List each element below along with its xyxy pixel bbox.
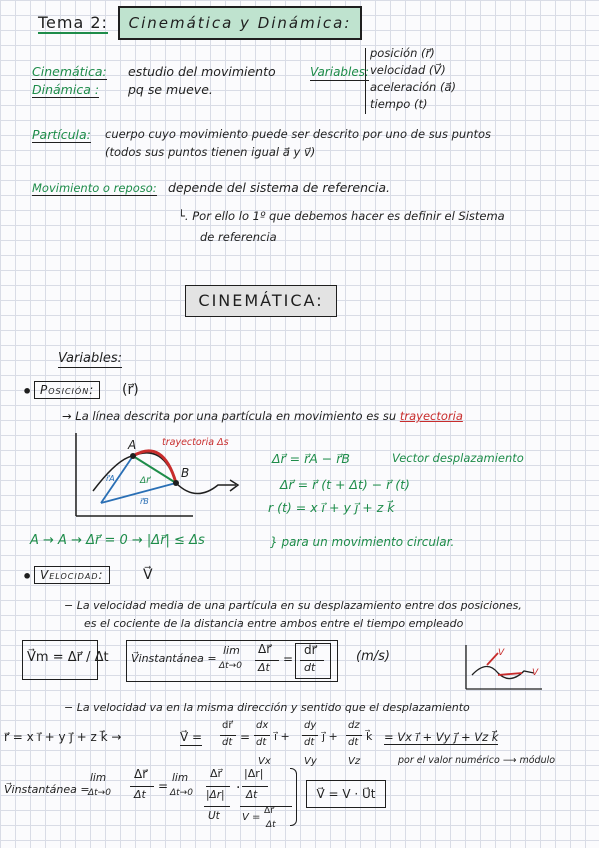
dinamica-term: Dinámica : — [32, 82, 100, 97]
label-B: B — [181, 466, 190, 480]
bullet: • — [22, 567, 33, 586]
velocity-label: V — [532, 668, 539, 678]
frac-den: dt — [348, 737, 359, 748]
tema-label: Tema 2: — [38, 14, 108, 34]
frac-bar — [254, 735, 270, 736]
point-B — [173, 480, 179, 486]
trajectory-diagram — [68, 433, 258, 525]
v-label: V — [242, 812, 249, 823]
frac-num: |Δr| — [244, 767, 264, 780]
abs-dr: |Δr| — [206, 789, 225, 801]
vz-label: Vz — [348, 756, 361, 767]
frac-den: Δt — [134, 788, 146, 801]
equals-sign: = — [283, 652, 294, 666]
particula-term: Partícula: — [32, 127, 91, 142]
vx-label: Vx — [258, 756, 271, 767]
bullet: • — [22, 382, 33, 401]
variables-heading: Variables: — [58, 351, 122, 366]
position-expression: r⃗ = x i⃗ + y j⃗ + z k⃗ → — [4, 730, 122, 744]
equals-sign: = — [158, 779, 169, 793]
velocity-mini-diagram — [462, 645, 546, 693]
units: (m/s) — [356, 649, 390, 664]
frac-bar — [302, 735, 318, 736]
frac-bar — [346, 735, 362, 736]
posicion-description: → La línea descrita por una partícula en movimiento es su trayectoria — [62, 409, 463, 423]
variables-term: Variables: — [310, 65, 370, 79]
velocity-vector — [487, 653, 498, 665]
frac-num: Δr⃗ — [258, 642, 272, 656]
posicion-label: Posición: — [34, 381, 100, 399]
lim-word: lim — [90, 772, 107, 784]
components-note: por el valor numérico ⟶ módulo — [398, 755, 556, 766]
frac-den: dt — [304, 661, 316, 674]
frac-den: Δt — [246, 789, 258, 801]
vinst-label-2: V⃗instantánea = — [4, 783, 90, 796]
vinst-formula-box — [126, 640, 338, 682]
movimiento-note-2: de referencia — [200, 230, 277, 244]
cinematica-definition: estudio del movimiento — [128, 64, 276, 79]
frac-den: dt — [304, 737, 315, 748]
movimiento-note: └. Por ello lo 1º que debemos hacer es definir el Sistema — [178, 209, 505, 223]
velocity-components: = Vx i⃗ + Vy j⃗ + Vz k⃗ — [384, 730, 499, 744]
vy-label: Vy — [304, 756, 317, 767]
vm-formula: V⃗m = Δr⃗ / Δt — [27, 650, 109, 665]
frac-num: dr⃗ — [222, 720, 233, 731]
vm-formula-box — [22, 640, 109, 680]
particula-definition: cuerpo cuyo movimiento puede ser descrito por uno de sus puntos — [105, 127, 492, 141]
final-formula-box: V⃗ = V · U⃗t — [306, 780, 386, 808]
frac-num: Δr⃗ — [210, 767, 223, 780]
limit-note: } para un movimiento circular. — [270, 535, 455, 549]
frac-num: Δr⃗ — [264, 806, 274, 816]
equals-sign: = — [240, 730, 251, 744]
velocity-vector — [498, 673, 522, 675]
frac-bar — [206, 786, 230, 787]
variable-item: tiempo (t) — [370, 97, 428, 111]
velocity-symbol: V⃗ = — [180, 730, 203, 744]
lim-word: lim — [223, 644, 240, 657]
limit-equation: A → A → Δr⃗ = 0 → |Δr⃗| ≤ Δs — [30, 533, 205, 548]
variable-item: aceleración (a⃗) — [370, 80, 457, 94]
particula-definition-2: (todos sus puntos tienen igual a⃗ y v⃗) — [105, 145, 316, 159]
velocidad-direccion-text: − La velocidad va en la misma dirección y sentido que el desplazamiento — [64, 701, 470, 714]
page-title: Cinemática y Dinámica: — [118, 6, 362, 40]
underline — [204, 806, 230, 807]
frac-den: dt — [256, 737, 267, 748]
point-A — [130, 453, 136, 459]
frac-den: Δt — [258, 661, 270, 674]
right-brace — [290, 768, 297, 826]
derivative-box — [295, 643, 331, 679]
lim-sub: Δt→0 — [219, 661, 242, 671]
unit-i: i⃗ + — [274, 730, 290, 743]
frac-num: Δr⃗ — [134, 767, 148, 781]
lim-sub: Δt→0 — [88, 788, 111, 798]
ut-label: Ut — [208, 810, 220, 822]
frac-num: dy — [304, 720, 317, 731]
cinematica-term: Cinemática: — [32, 64, 107, 79]
dinamica-definition: pq se mueve. — [128, 82, 213, 97]
displacement-note: Vector desplazamiento — [392, 451, 524, 465]
movimiento-term: Movimiento o reposo: — [32, 181, 157, 195]
label-trayectoria: trayectoria Δs — [162, 437, 229, 448]
position-vector-equation: r (t) = x i⃗ + y j⃗ + z k⃗ — [268, 500, 395, 515]
posicion-symbol: (r⃗) — [122, 382, 139, 398]
unit-j: j⃗ + — [322, 730, 338, 743]
displacement-equation: Δr⃗ = r⃗A − r⃗B — [272, 451, 350, 466]
unit-k: k⃗ — [366, 730, 373, 743]
trajectory-curve — [472, 666, 534, 678]
movimiento-definition: depende del sistema de referencia. — [168, 180, 390, 195]
velocity-label: V — [498, 648, 505, 658]
frac-num: dz — [348, 720, 360, 731]
frac-num: dx — [256, 720, 269, 731]
frac-bar — [130, 786, 154, 787]
frac-den: dt — [222, 737, 233, 748]
dot-operator: · — [236, 780, 241, 796]
lim-sub: Δt→0 — [170, 788, 193, 798]
vinst-label: V⃗instantánea = — [131, 652, 217, 665]
label-rA: r⃗A — [106, 474, 115, 483]
section-heading: CINEMÁTICA: — [185, 285, 337, 317]
variable-item: velocidad (V⃗) — [370, 63, 446, 77]
frac-den: Δt — [266, 820, 276, 830]
velocidad-symbol: V⃗ — [143, 567, 153, 583]
frac-bar — [220, 735, 236, 736]
velocidad-media-text-2: es el cociente de la distancia entre ambos entre el tiempo empleado — [84, 617, 464, 630]
equals-sign: = — [252, 812, 261, 823]
displacement-equation-2: Δr⃗ = r⃗ (t + Δt) − r⃗ (t) — [280, 477, 410, 492]
variable-item: posición (r⃗) — [370, 46, 435, 60]
label-dr: Δr⃗ — [140, 476, 150, 486]
frac-bar — [242, 786, 268, 787]
lim-word: lim — [172, 772, 189, 784]
velocidad-label: Velocidad: — [34, 566, 110, 584]
velocidad-media-text: − La velocidad media de una partícula en su desplazamiento entre dos posiciones, — [64, 599, 522, 612]
variables-brace — [365, 48, 366, 114]
frac-num: dr⃗ — [304, 643, 317, 657]
label-rB: r⃗B — [140, 497, 149, 506]
label-A: A — [128, 438, 137, 452]
